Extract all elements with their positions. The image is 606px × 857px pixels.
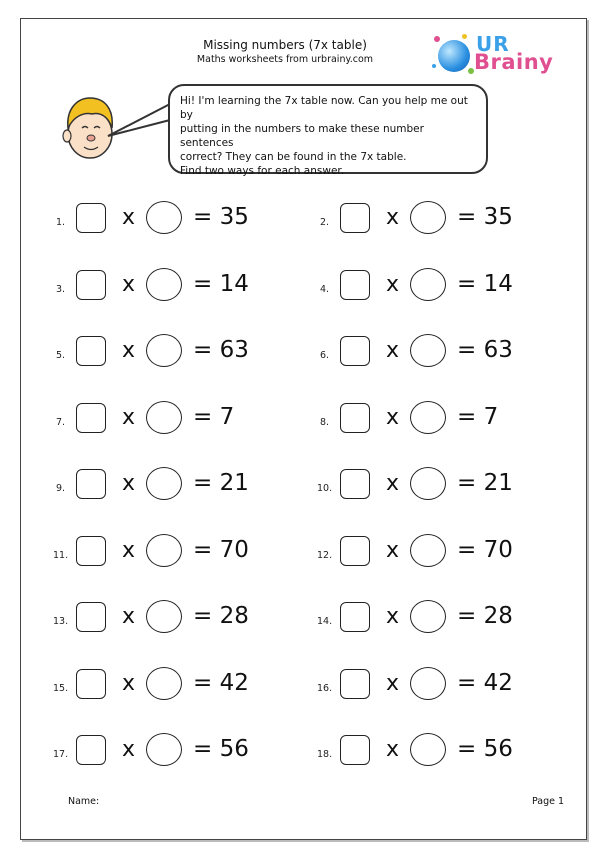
problem-item <box>320 195 580 245</box>
problem-item <box>56 195 316 245</box>
answer-circle-box[interactable] <box>410 733 446 766</box>
bubble-line: putting in the numbers to make these number sentences <box>180 123 424 149</box>
problem-item <box>320 262 580 312</box>
equation-result: = 21 <box>193 470 249 496</box>
answer-square-box[interactable] <box>76 735 106 765</box>
answer-square-box[interactable] <box>76 669 106 699</box>
logo-ball-icon <box>438 40 470 72</box>
problem-item <box>53 594 316 644</box>
problem-item <box>320 328 580 378</box>
answer-circle-box[interactable] <box>410 334 446 367</box>
equation-result: = 70 <box>193 536 249 563</box>
answer-circle-box[interactable] <box>146 334 182 367</box>
problem-number: 12. <box>317 549 333 561</box>
equation-result: = 21 <box>457 470 513 496</box>
answer-circle-box[interactable] <box>410 667 446 700</box>
problem-number: 16. <box>317 682 333 694</box>
problem-number: 4. <box>320 283 330 295</box>
problem-number: 7. <box>56 416 66 428</box>
times-sign: x <box>386 471 400 496</box>
answer-square-box[interactable] <box>340 403 370 433</box>
times-sign: x <box>386 670 400 696</box>
answer-square-box[interactable] <box>340 469 370 499</box>
problem-number: 8. <box>320 416 330 428</box>
times-sign: x <box>122 537 136 563</box>
times-sign: x <box>122 604 136 629</box>
worksheet-title: Missing numbers (7x table) <box>203 38 367 52</box>
answer-square-box[interactable] <box>340 336 370 366</box>
problem-number: 10. <box>317 483 333 494</box>
times-sign: x <box>386 205 400 230</box>
logo-brainy-text: Brainy <box>474 50 554 74</box>
equation-result: = 14 <box>193 270 249 297</box>
name-label: Name: <box>68 796 100 807</box>
problem-number: 13. <box>53 616 69 627</box>
equation-result: = 7 <box>457 403 499 430</box>
times-sign: x <box>122 205 136 230</box>
answer-circle-box[interactable] <box>410 467 446 500</box>
problem-number: 18. <box>317 749 333 760</box>
times-sign: x <box>122 737 136 762</box>
equation-result: = 70 <box>457 536 513 563</box>
times-sign: x <box>122 670 136 696</box>
equation-result: = 42 <box>457 669 513 696</box>
answer-circle-box[interactable] <box>146 401 182 434</box>
equation-result: = 42 <box>193 669 249 696</box>
answer-circle-box[interactable] <box>410 600 446 633</box>
bubble-line: correct? They can be found in the 7x table. <box>180 151 407 163</box>
page-number: Page 1 <box>532 796 565 807</box>
problem-number: 3. <box>56 283 66 295</box>
answer-square-box[interactable] <box>340 669 370 699</box>
answer-circle-box[interactable] <box>410 401 446 434</box>
problem-item <box>53 727 316 777</box>
answer-square-box[interactable] <box>76 270 106 300</box>
answer-circle-box[interactable] <box>146 201 182 234</box>
answer-circle-box[interactable] <box>146 268 182 301</box>
problem-item <box>317 727 580 777</box>
problem-item <box>317 661 580 711</box>
answer-square-box[interactable] <box>76 203 106 233</box>
equation-result: = 14 <box>457 270 513 297</box>
answer-circle-box[interactable] <box>410 534 446 567</box>
equation-result: = 56 <box>457 736 513 762</box>
bubble-line: Hi! I'm learning the 7x table now. Can you help me out by <box>180 95 468 121</box>
problem-number: 11. <box>53 549 69 561</box>
problem-number: 5. <box>56 350 66 361</box>
logo-dot-icon <box>434 36 440 42</box>
problem-item <box>53 661 316 711</box>
answer-circle-box[interactable] <box>146 667 182 700</box>
times-sign: x <box>386 271 400 297</box>
problem-item <box>56 328 316 378</box>
times-sign: x <box>386 338 400 363</box>
logo-ur-text: UR <box>476 32 510 56</box>
problem-item <box>53 528 316 578</box>
problem-number: 17. <box>53 749 69 760</box>
answer-square-box[interactable] <box>340 602 370 632</box>
problem-item <box>56 262 316 312</box>
worksheet-subtitle: Maths worksheets from urbrainy.com <box>196 54 374 65</box>
problem-number: 6. <box>320 350 330 361</box>
times-sign: x <box>122 471 136 496</box>
times-sign: x <box>122 338 136 363</box>
problem-item <box>317 528 580 578</box>
problem-item <box>320 395 580 445</box>
answer-square-box[interactable] <box>76 403 106 433</box>
equation-result: = 28 <box>193 603 249 629</box>
answer-square-box[interactable] <box>76 336 106 366</box>
equation-result: = 35 <box>193 204 249 230</box>
logo-dot-icon <box>432 64 436 68</box>
equation-result: = 35 <box>457 204 513 230</box>
times-sign: x <box>386 737 400 762</box>
equation-result: = 28 <box>457 603 513 629</box>
problem-item <box>317 594 580 644</box>
logo-dot-icon <box>462 34 467 39</box>
problem-item <box>56 461 316 511</box>
answer-circle-box[interactable] <box>410 201 446 234</box>
times-sign: x <box>122 271 136 297</box>
answer-circle-box[interactable] <box>146 600 182 633</box>
answer-circle-box[interactable] <box>410 268 446 301</box>
answer-square-box[interactable] <box>340 536 370 566</box>
times-sign: x <box>386 537 400 563</box>
answer-square-box[interactable] <box>76 536 106 566</box>
problem-item <box>317 461 580 511</box>
answer-square-box[interactable] <box>340 735 370 765</box>
equation-result: = 56 <box>193 736 249 762</box>
speech-bubble <box>168 84 488 177</box>
answer-square-box[interactable] <box>340 203 370 233</box>
times-sign: x <box>122 404 136 430</box>
times-sign: x <box>386 404 400 430</box>
problem-number: 15. <box>53 682 69 694</box>
bubble-line: Find two ways for each answer. <box>180 165 345 177</box>
times-sign: x <box>386 604 400 629</box>
answer-circle-box[interactable] <box>146 733 182 766</box>
equation-result: = 7 <box>193 403 235 430</box>
equation-result: = 63 <box>457 337 513 363</box>
answer-circle-box[interactable] <box>146 534 182 567</box>
problem-item <box>56 395 316 445</box>
answer-square-box[interactable] <box>340 270 370 300</box>
urbrainy-logo <box>432 28 552 78</box>
equation-result: = 63 <box>193 337 249 363</box>
answer-square-box[interactable] <box>76 469 106 499</box>
problem-number: 1. <box>56 217 66 228</box>
answer-circle-box[interactable] <box>146 467 182 500</box>
problem-number: 9. <box>56 483 66 494</box>
answer-square-box[interactable] <box>76 602 106 632</box>
problem-number: 14. <box>317 616 333 627</box>
problem-number: 2. <box>320 217 330 228</box>
